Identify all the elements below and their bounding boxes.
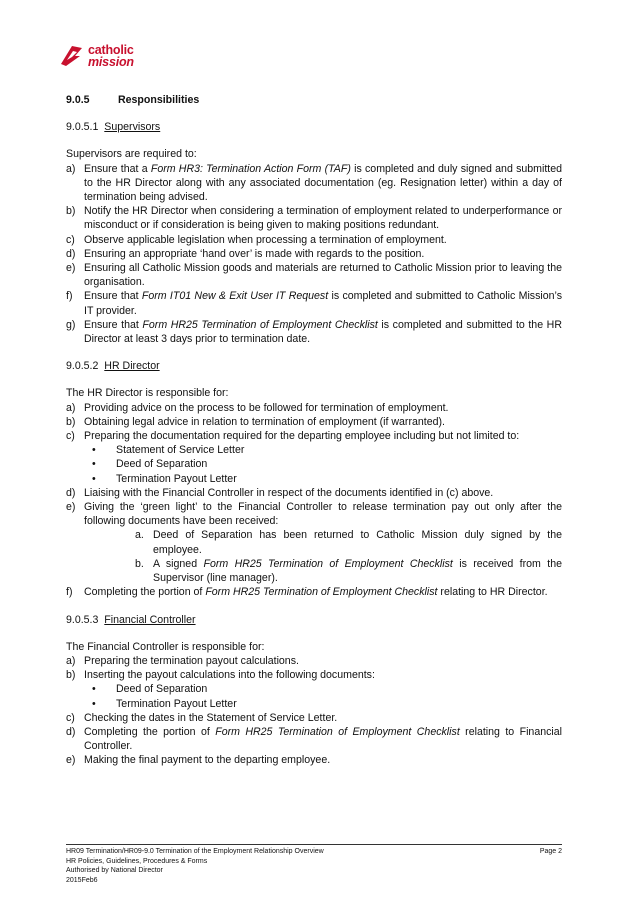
item-label: c): [66, 711, 75, 724]
bullet-item: • Termination Payout Letter: [92, 697, 237, 710]
footer-document-path: HR09 Termination/HR09-9.0 Termination of the Employment Relationship Overview: [66, 848, 324, 855]
document-body: [66, 93, 562, 768]
item-text: Notify the HR Director when considering a termination of employment related to underperformance or misconduct or if consideration is being given to making positions redundant.: [84, 205, 562, 232]
list-item: [66, 204, 562, 232]
list-item: [66, 261, 562, 289]
item-text: Ensuring all Catholic Mission goods and materials are returned to Catholic Mission prior to leaving the organisation.: [84, 262, 562, 289]
list-item: [66, 233, 562, 247]
catholic-mission-logo: [58, 40, 198, 76]
section-number: 9.0.5: [66, 94, 90, 106]
item-text: Giving the ‘green light’ to the Financial Controller to release termination pay out only after the following documents have been received:: [84, 501, 562, 528]
list-item: [66, 500, 562, 528]
item-label: e): [66, 754, 76, 767]
subsection-title: HR Director: [104, 360, 160, 373]
sub-list-item: b. A signed Form HR25 Termination of Employment Checklist is received from the Supervisor (line manager).: [135, 557, 562, 585]
subsection-heading-supervisors: [66, 120, 562, 134]
item-text: Ensuring an appropriate ‘hand over’ is made with regards to the position.: [84, 247, 425, 260]
list-item: [66, 654, 562, 668]
item-label: f): [66, 290, 73, 303]
subsection-title: Financial Controller: [104, 613, 196, 626]
list-item: [66, 162, 562, 205]
list-item: [66, 415, 562, 429]
supervisors-intro: Supervisors are required to:: [66, 148, 197, 161]
list-item: [66, 753, 562, 767]
subsection-heading-hr-director: [66, 359, 562, 373]
list-item: [66, 668, 562, 682]
item-text: Preparing the termination payout calculations.: [84, 654, 299, 667]
item-label: a): [66, 162, 76, 175]
list-item: [66, 486, 562, 500]
list-item: [66, 585, 562, 599]
item-text: Obtaining legal advice in relation to termination of employment (if warranted).: [84, 415, 445, 428]
logo-text-mission: mission: [88, 55, 134, 69]
item-label: e): [66, 501, 76, 514]
subsection-number: 9.0.5.3: [66, 613, 99, 626]
item-label: a): [66, 654, 76, 667]
item-label: e): [66, 262, 76, 275]
item-text: Checking the dates in the Statement of Service Letter.: [84, 711, 338, 724]
item-text: Making the final payment to the departing employee.: [84, 754, 331, 767]
item-text: Observe applicable legislation when processing a termination of employment.: [84, 233, 447, 246]
list-item: [66, 401, 562, 415]
item-text: Completing the portion of Form HR25 Termination of Employment Checklist relating to HR Director.: [84, 586, 548, 599]
logo-text-catholic: catholic: [88, 43, 134, 57]
flame-logo-icon: [58, 42, 84, 68]
sub-list-item: a. Deed of Separation has been returned to Catholic Mission duly signed by the employee.: [135, 529, 562, 556]
item-label: g): [66, 318, 76, 331]
bullet-item: • Deed of Separation: [92, 683, 208, 696]
item-label: f): [66, 586, 73, 599]
item-label: d): [66, 486, 76, 499]
page-footer: [66, 844, 562, 885]
list-item: [66, 725, 562, 753]
list-item: [66, 318, 562, 346]
item-text: Ensure that Form IT01 New & Exit User IT Request is completed and submitted to Catholic Mission’s IT provider.: [84, 290, 562, 317]
bullet-item: • Deed of Separation: [92, 458, 208, 471]
bullet-item: • Statement of Service Letter: [92, 444, 245, 457]
item-label: c): [66, 233, 75, 246]
item-text: Liaising with the Financial Controller in respect of the documents identified in (c) above.: [84, 486, 494, 499]
subsection-number: 9.0.5.1: [66, 121, 99, 134]
subsection-title: Supervisors: [104, 121, 161, 134]
item-label: d): [66, 725, 76, 738]
item-text: Ensure that Form HR25 Termination of Employment Checklist is completed and submitted to the HR Director at least 3 days prior to termination date.: [84, 318, 562, 346]
bullet-item: • Termination Payout Letter: [92, 472, 237, 485]
item-label: b): [66, 205, 76, 218]
footer-date: 2015Feb6: [66, 876, 98, 884]
footer-authorisation: Authorised by National Director: [66, 867, 163, 874]
section-heading: [66, 93, 562, 107]
section-title: Responsibilities: [118, 94, 200, 106]
financial-controller-intro: The Financial Controller is responsible for:: [66, 640, 265, 653]
subsection-heading-financial-controller: [66, 613, 562, 627]
list-item: [66, 711, 562, 725]
list-item: [66, 429, 562, 443]
item-label: d): [66, 247, 76, 260]
page-number: Page 2: [539, 848, 562, 855]
item-label: b): [66, 669, 76, 682]
list-item: [66, 289, 562, 317]
item-text: Completing the portion of Form HR25 Termination of Employment Checklist relating to Financial Controller.: [84, 725, 562, 753]
subsection-number: 9.0.5.2: [66, 360, 99, 373]
item-text: Preparing the documentation required for the departing employee including but not limited to:: [84, 430, 520, 443]
item-label: c): [66, 430, 75, 443]
list-item: [66, 247, 562, 261]
hr-director-intro: The HR Director is responsible for:: [66, 387, 229, 400]
item-label: a): [66, 401, 76, 414]
item-text: Ensure that a Form HR3: Termination Action Form (TAF) is completed and duly signed and submitted to the HR Director along with any associated documentation (eg. Resignation letter) within a day of termination being advised.: [84, 162, 563, 204]
footer-category: HR Policies, Guidelines, Procedures & Forms: [66, 857, 208, 865]
item-text: Inserting the payout calculations into the following documents:: [84, 669, 375, 682]
item-label: b): [66, 415, 76, 428]
item-text: Providing advice on the process to be followed for termination of employment.: [84, 401, 449, 414]
